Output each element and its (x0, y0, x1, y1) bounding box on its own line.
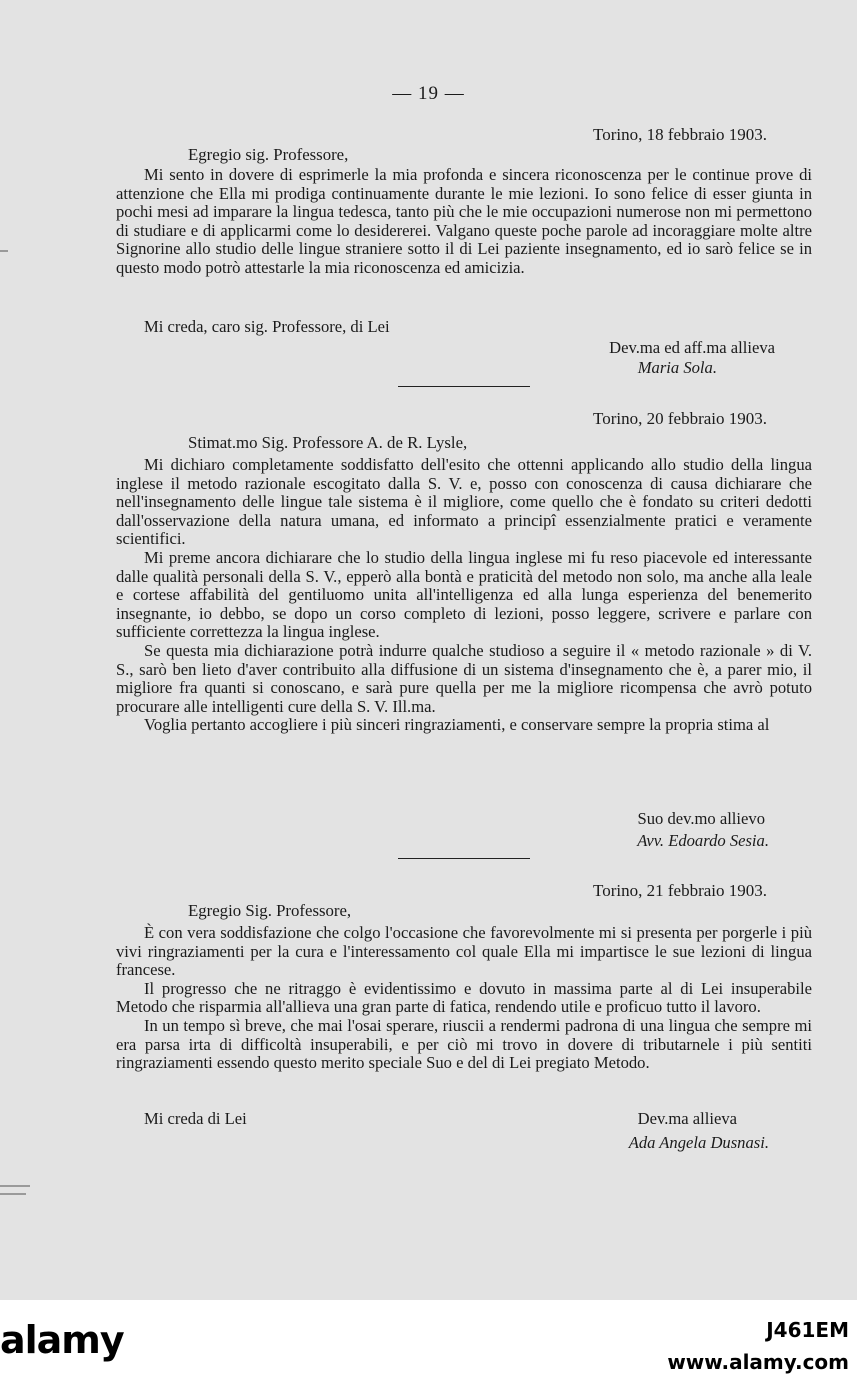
letter-1-date: Torino, 18 febbraio 1903. (593, 125, 767, 144)
letter-2-paragraph: Mi preme ancora dichiarare che lo studio della lingua inglese mi fu reso piacevole ed interessante dalle qualità personali della S. V., epperò alla bontà e praticità del metodo non solo, ma anche alla leale e cortese affabilità del gentiluomo unita all'intelligenza ed alla lunga esperienza del benemerito insegnante, io debbo, se dopo un corso completo di lezioni, posso leggere, scrivere e parlare con sufficiente correttezza la lingua inglese. (116, 547, 812, 642)
letter-1-paragraph: Mi sento in dovere di esprimerle la mia profonda e sincera riconoscenza per le continue prove di attenzione che Ella mi prodiga continuamente durante le mie lezioni. Io sono felice di esser giunta in pochi mesi ad imparare la lingua tedesca, tanto più che le mie occupazioni numerose non mi permettono di studiare e di applicarmi come lo desidererei. Valgano queste poche parole ad incoraggiare molte altre Signorine allo studio delle lingue straniere sotto il di Lei paziente insegnamento, ed io sarò felice se in questo modo potrò attestarle la mia riconoscenza ed amicizia. (116, 165, 812, 277)
letter-2-date: Torino, 20 febbraio 1903. (593, 409, 767, 428)
letter-2-signature-title: Suo dev.mo allievo (637, 809, 765, 828)
separator-rule (398, 386, 530, 387)
letter-1-signature-title: Dev.ma ed aff.ma allieva (609, 338, 775, 357)
letter-2-paragraph: Mi dichiaro completamente soddisfatto dell'esito che ottenni applicando allo studio della lingua inglese il metodo razionale escogitato dalla S. V. e, posso con conoscenza di causa dichiarare che nell'insegnamento delle lingue tale sistema è il migliore, come quello che è fondato su criteri dedotti dall'osservazione della natura umana, ed informato a principî essenzialmente pratici e veramente scientifici. (116, 455, 812, 549)
scan-edge-mark (0, 1193, 26, 1195)
letter-2-body (116, 456, 812, 735)
letter-3-paragraph: È con vera soddisfazione che colgo l'occasione che favorevolmente mi si presenta per porgerle i più vivi ringraziamenti per la cura e l'interessamento col quale Ella mi impartisce le sue lezioni di lingua francese. (116, 923, 812, 980)
letter-2-signature-name: Avv. Edoardo Sesia. (637, 831, 769, 850)
page-number: — 19 — (392, 83, 465, 104)
separator-rule (398, 858, 530, 859)
scan-edge-mark (0, 250, 8, 252)
letter-2-paragraph: Se questa mia dichiarazione potrà indurre qualche studioso a seguire il « metodo razionale » di V. S., sarò ben lieto d'aver contribuito alla diffusione di un sistema d'insegnamento che è, a parer mio, il migliore fra quanti si conoscano, e sarà pure quella per me la migliore ricompensa che avrò potuto procurare alle intelligenti cure della S. V. Ill.ma. (116, 640, 812, 716)
watermark-url: www.alamy.com (667, 1350, 849, 1374)
letter-3-salutation: Egregio Sig. Professore, (188, 901, 352, 920)
letter-1-body (116, 166, 812, 278)
letter-3-date: Torino, 21 febbraio 1903. (593, 881, 767, 900)
letter-3-signature-title: Dev.ma allieva (637, 1109, 737, 1128)
letter-3-closing: Mi creda di Lei (144, 1109, 247, 1128)
letter-3-paragraph: Il progresso che ne ritraggo è evidentissimo e dovuto in massima parte al di Lei insuperabile Metodo che risparmia all'allieva una gran parte di fatica, rendendo utile e proficuo tutto il lavoro. (116, 978, 812, 1017)
letter-1-signature-name: Maria Sola. (637, 358, 717, 377)
letter-1-salutation: Egregio sig. Professore, (188, 145, 349, 164)
letter-2-salutation: Stimat.mo Sig. Professore A. de R. Lysle, (188, 433, 468, 452)
letter-1-closing: Mi creda, caro sig. Professore, di Lei (144, 317, 390, 336)
letter-3-paragraph: In un tempo sì breve, che mai l'osai sperare, riuscii a rendermi padrona di una lingua che sempre mi era parsa irta di difficoltà insuperabili, e per ciò mi trovo in dovere di tributarnele i più sentiti ringraziamenti essendo questo merito speciale Suo e del di Lei pregiato Metodo. (116, 1015, 812, 1073)
watermark-brand: alamy (0, 1318, 124, 1362)
scan-edge-mark (0, 1185, 30, 1187)
letter-2-paragraph: Voglia pertanto accogliere i più sinceri ringraziamenti, e conservare sempre la propria stima al (144, 715, 770, 735)
letter-3-body (116, 924, 812, 1073)
watermark-band (0, 1300, 857, 1390)
watermark-image-id: J461EM (766, 1318, 849, 1342)
letter-3-signature-name: Ada Angela Dusnasi. (628, 1133, 769, 1152)
